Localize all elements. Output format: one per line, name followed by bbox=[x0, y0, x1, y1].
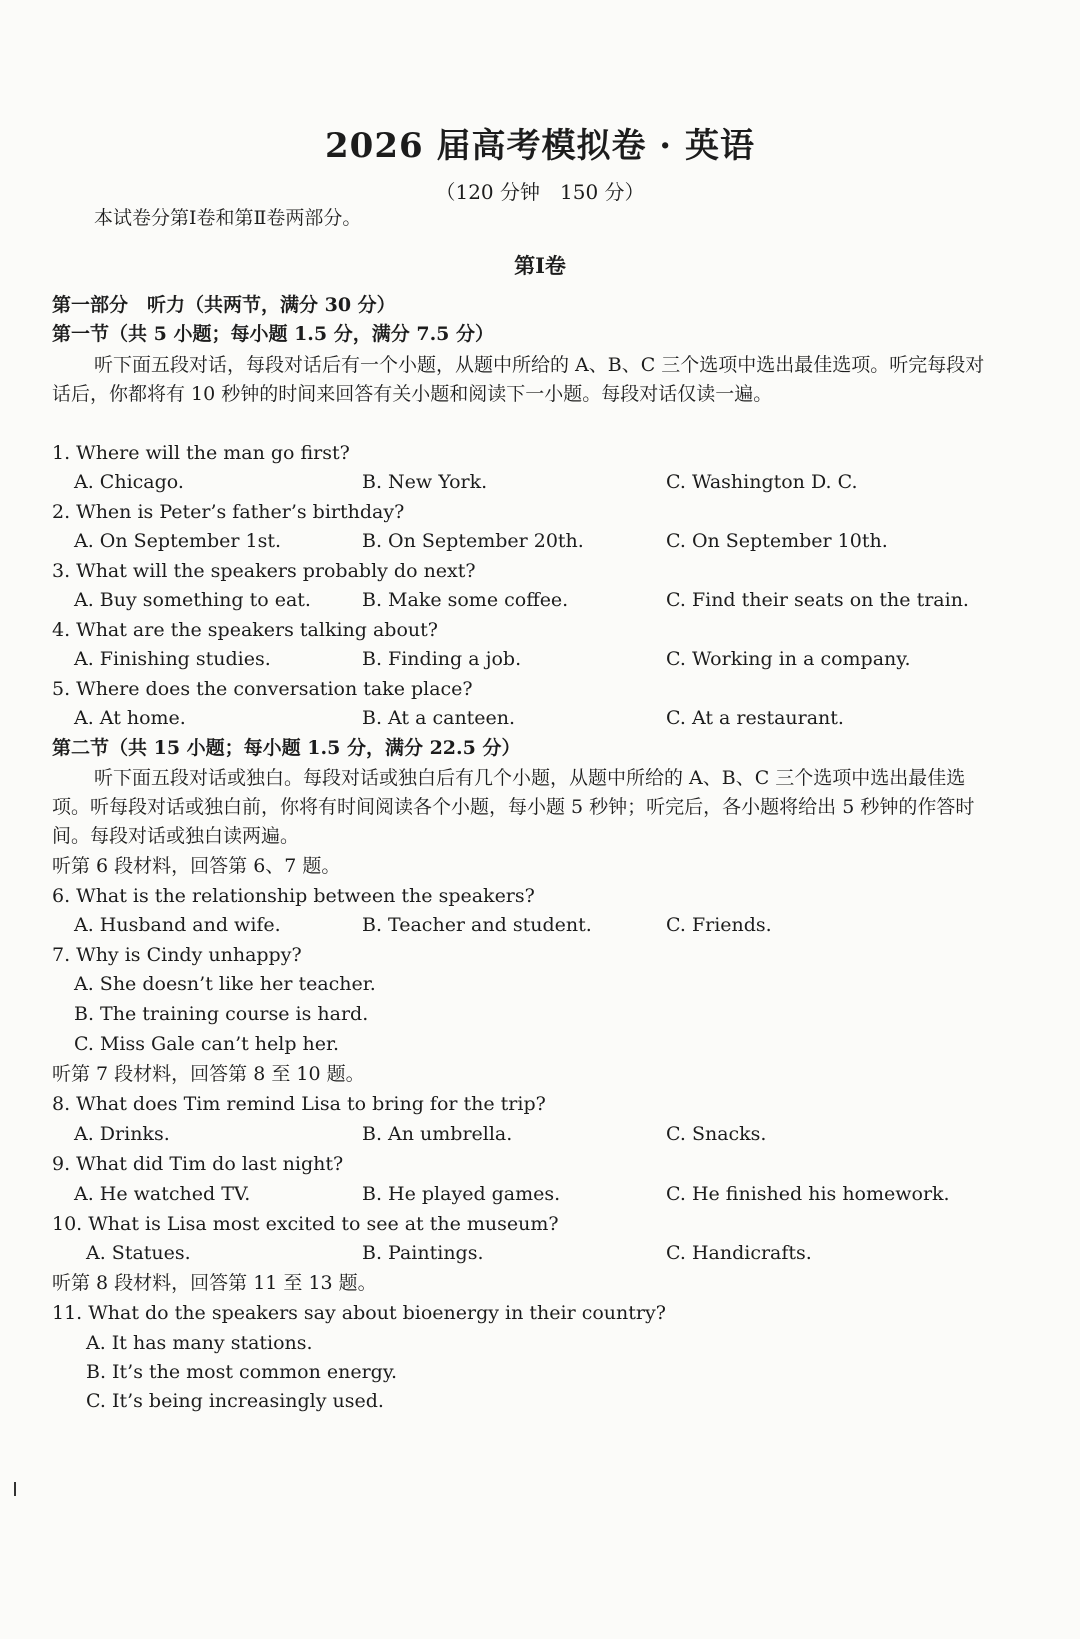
option-3a: A. Buy something to eat. bbox=[74, 589, 311, 611]
option-6b: B. Teacher and student. bbox=[362, 914, 592, 936]
option-8b: B. An umbrella. bbox=[362, 1123, 513, 1145]
option-6a: A. Husband and wife. bbox=[74, 914, 281, 936]
section1-heading: 第一节（共 5 小题；每小题 1.5 分，满分 7.5 分） bbox=[52, 323, 495, 345]
question-4: 4. What are the speakers talking about? bbox=[52, 619, 438, 641]
volume-heading: 第Ⅰ卷 bbox=[514, 253, 566, 278]
option-9c: C. He finished his homework. bbox=[666, 1183, 950, 1205]
question-10: 10. What is Lisa most excited to see at the museum? bbox=[52, 1213, 559, 1235]
option-4c: C. Working in a company. bbox=[666, 648, 911, 670]
part1-heading: 第一部分 听力（共两节，满分 30 分） bbox=[52, 294, 396, 316]
section2-heading: 第二节（共 15 小题；每小题 1.5 分，满分 22.5 分） bbox=[52, 737, 521, 759]
question-11: 11. What do the speakers say about bioenergy in their country? bbox=[52, 1302, 666, 1324]
option-5b: B. At a canteen. bbox=[362, 707, 516, 729]
option-7b: B. The training course is hard. bbox=[74, 1003, 369, 1025]
option-10b: B. Paintings. bbox=[362, 1242, 484, 1264]
option-7c: C. Miss Gale can’t help her. bbox=[74, 1033, 340, 1055]
question-3: 3. What will the speakers probably do next? bbox=[52, 560, 476, 582]
option-3c: C. Find their seats on the train. bbox=[666, 589, 969, 611]
option-4a: A. Finishing studies. bbox=[74, 648, 271, 670]
option-4b: B. Finding a job. bbox=[362, 648, 522, 670]
question-2: 2. When is Peter’s father’s birthday? bbox=[52, 501, 405, 523]
option-2c: C. On September 10th. bbox=[666, 530, 888, 552]
question-9: 9. What did Tim do last night? bbox=[52, 1153, 344, 1175]
option-1b: B. New York. bbox=[362, 471, 488, 493]
option-5a: A. At home. bbox=[74, 707, 186, 729]
exam-duration-score: （120 分钟 150 分） bbox=[435, 180, 645, 204]
option-8a: A. Drinks. bbox=[74, 1123, 170, 1145]
option-10a: A. Statues. bbox=[86, 1242, 191, 1264]
question-6: 6. What is the relationship between the speakers? bbox=[52, 885, 535, 907]
option-1a: A. Chicago. bbox=[74, 471, 184, 493]
option-2a: A. On September 1st. bbox=[74, 530, 282, 552]
option-2b: B. On September 20th. bbox=[362, 530, 584, 552]
option-9a: A. He watched TV. bbox=[74, 1183, 251, 1205]
option-1c: C. Washington D. C. bbox=[666, 471, 858, 493]
question-1: 1. Where will the man go first? bbox=[52, 442, 350, 464]
option-11a: A. It has many stations. bbox=[86, 1332, 313, 1354]
option-8c: C. Snacks. bbox=[666, 1123, 767, 1145]
option-10c: C. Handicrafts. bbox=[666, 1242, 812, 1264]
material-note-7: 听第 7 段材料，回答第 8 至 10 题。 bbox=[52, 1063, 365, 1085]
margin-mark bbox=[14, 1482, 16, 1496]
section1-instructions: 听下面五段对话，每段对话后有一个小题，从题中所给的 A、B、C 三个选项中选出最佳选项。听完每段对话后，你都将有 10 秒钟的时间来回答有关小题和阅读下一小题。每段对话仅读一遍。 bbox=[52, 354, 985, 405]
option-11c: C. It’s being increasingly used. bbox=[86, 1390, 384, 1412]
option-11b: B. It’s the most common energy. bbox=[86, 1361, 398, 1383]
option-9b: B. He played games. bbox=[362, 1183, 561, 1205]
option-6c: C. Friends. bbox=[666, 914, 772, 936]
material-note-8: 听第 8 段材料，回答第 11 至 13 题。 bbox=[52, 1272, 377, 1294]
question-7: 7. Why is Cindy unhappy? bbox=[52, 944, 302, 966]
section2-instructions: 听下面五段对话或独白。每段对话或独白后有几个小题，从题中所给的 A、B、C 三个选项中选出最佳选项。听每段对话或独白前，你将有时间阅读各个小题，每小题 5 秒钟；听完后，各小题将给出 5 秒钟的作答时间。每段对话或独白读两遍。 bbox=[52, 767, 975, 847]
question-8: 8. What does Tim remind Lisa to bring for the trip? bbox=[52, 1093, 546, 1115]
option-5c: C. At a restaurant. bbox=[666, 707, 844, 729]
option-3b: B. Make some coffee. bbox=[362, 589, 569, 611]
exam-intro: 本试卷分第Ⅰ卷和第Ⅱ卷两部分。 bbox=[94, 207, 362, 229]
material-note-6: 听第 6 段材料，回答第 6、7 题。 bbox=[52, 855, 341, 877]
exam-title: 2026 届高考模拟卷 · 英语 bbox=[325, 126, 755, 166]
option-7a: A. She doesn’t like her teacher. bbox=[74, 973, 376, 995]
question-5: 5. Where does the conversation take place? bbox=[52, 678, 473, 700]
